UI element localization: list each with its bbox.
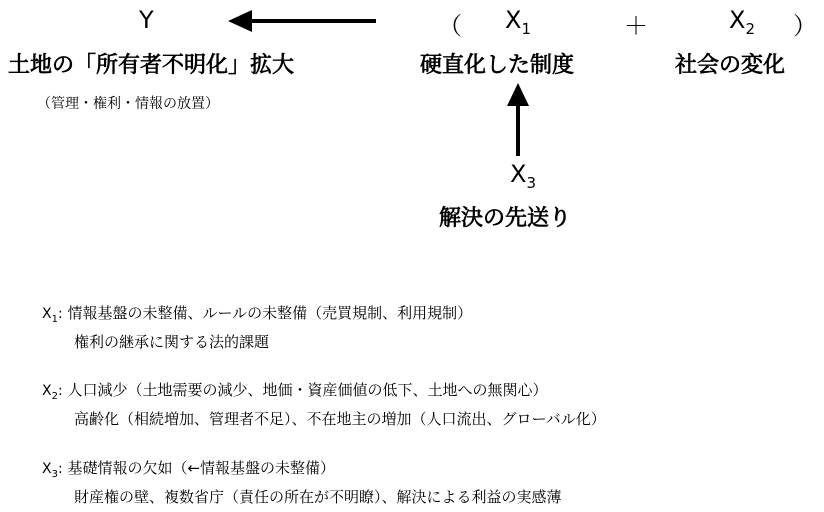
x3-label: 解決の先送り xyxy=(439,206,572,231)
definition-x1-line2: 権利の継承に関する法的課題 xyxy=(74,333,270,351)
arrow-x-to-y xyxy=(228,10,376,32)
close-paren: ） xyxy=(793,12,817,40)
y-label: 土地の「所有者不明化」拡大 xyxy=(8,53,295,78)
definition-x1 xyxy=(42,302,472,353)
x3-symbol: $X_3$ xyxy=(510,160,536,192)
definition-x3-line1: $X_3$: 基礎情報の欠如（←情報基盤の未整備） xyxy=(42,459,336,480)
y-note: （管理・権利・情報の放置） xyxy=(37,96,219,112)
x1-symbol: $X_1$ xyxy=(505,6,531,38)
definition-x1-line1: $X_1$: 情報基盤の未整備、ルールの未整備（売買規制、利用規制） xyxy=(42,304,473,325)
x2-symbol: $X_2$ xyxy=(729,6,755,38)
arrow-x3-to-x1 xyxy=(507,83,529,156)
definition-x3 xyxy=(42,457,562,508)
definition-x2 xyxy=(42,379,606,430)
x2-label: 社会の変化 xyxy=(675,53,786,78)
definition-x2-line1: $X_2$: 人口減少（土地需要の減少、地価・資産価値の低下、土地への無関心） xyxy=(42,381,548,402)
x1-label: 硬直化した制度 xyxy=(420,53,575,78)
open-paren: （ xyxy=(438,12,462,40)
definition-x2-line2: 高齢化（相続増加、管理者不足）、不在地主の増加（人口流出、グローバル化） xyxy=(74,410,606,428)
plus-sign: ＋ xyxy=(624,12,648,40)
definition-x3-line2: 財産権の壁、複数省庁（責任の所在が不明瞭）、解決による利益の実感薄 xyxy=(74,488,562,506)
y-symbol: Y xyxy=(139,6,154,34)
